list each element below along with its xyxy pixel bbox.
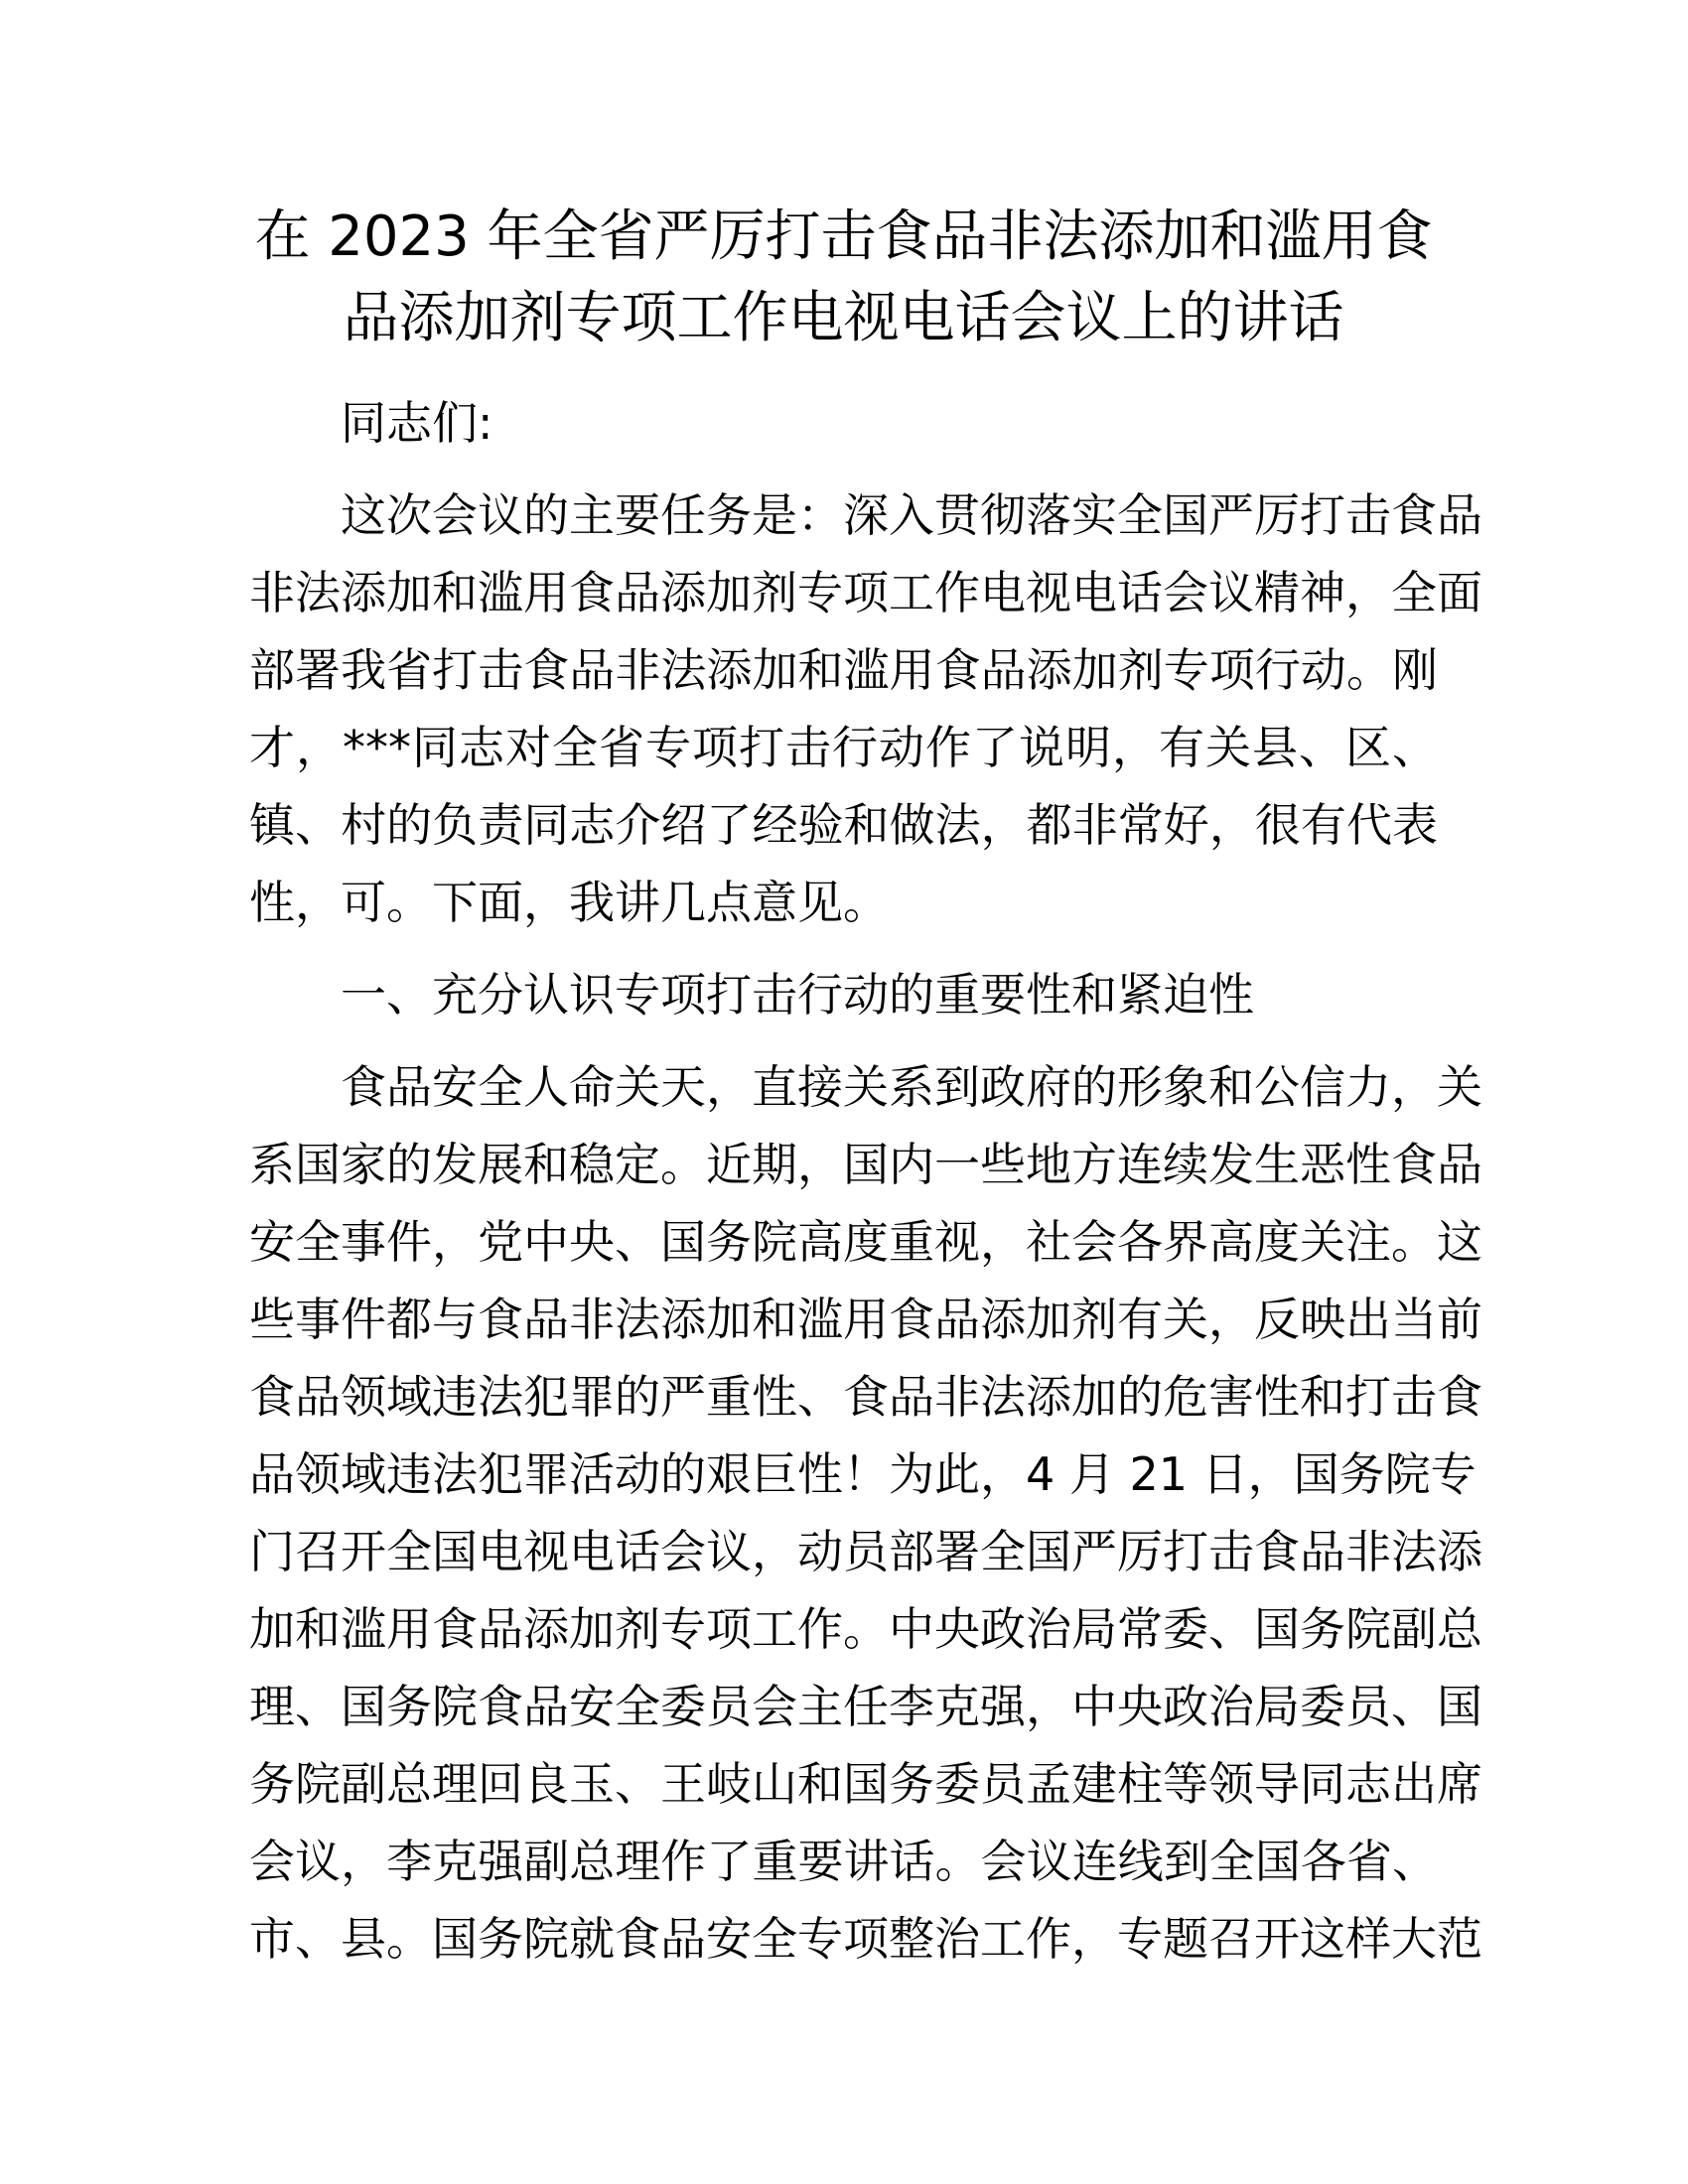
salutation [249,384,1438,462]
paragraph-line: 系国家的发展和稳定。近期，国内一些地方连续发生恶性食品 [249,1138,1482,1191]
paragraph-line: 会议，李克强副总理作了重要讲话。会议连线到全国各省、 [249,1835,1438,1888]
paragraph-line: 理、国务院食品安全委员会主任李克强，中央政治局委员、国 [249,1680,1482,1733]
section-heading-1 [249,956,1438,1033]
paragraph-line: 些事件都与食品非法添加和滥用食品添加剂有关，反映出当前 [249,1293,1482,1346]
salutation-text: 同志们: [341,396,493,450]
section-heading-text: 一、充分认识专项打击行动的重要性和紧迫性 [341,968,1254,1022]
paragraph-line: 安全事件，党中央、国务院高度重视，社会各界高度关注。这 [249,1215,1482,1269]
paragraph-line: 门召开全国电视电话会议，动员部署全国严厉打击食品非法添 [249,1525,1482,1578]
paragraph-line: 食品领域违法犯罪的严重性、食品非法添加的危害性和打击食 [249,1370,1482,1424]
document-title [249,197,1438,359]
title-line: 品添加剂专项工作电视电话会议上的讲话 [343,286,1344,350]
paragraph-intro [249,477,1482,941]
paragraph-line: 品领域违法犯罪活动的艰巨性！为此，4 月 21 日，国务院专 [249,1447,1477,1501]
paragraph-line: 性，可。下面，我讲几点意见。 [249,876,889,929]
paragraph-line: 这次会议的主要任务是：深入贯彻落实全国严厉打击食品 [341,488,1482,542]
paragraph-line: 加和滥用食品添加剂专项工作。中央政治局常委、国务院副总 [249,1602,1482,1656]
paragraph-line: 务院副总理回良玉、王岐山和国务委员孟建柱等领导同志出席 [249,1757,1482,1811]
paragraph-line: 市、县。国务院就食品安全专项整治工作，专题召开这样大范 [249,1912,1482,1966]
paragraph-line: 镇、村的负责同志介绍了经验和做法，都非常好，很有代表 [249,798,1438,852]
paragraph-line: 食品安全人命关天，直接关系到政府的形象和公信力，关 [341,1060,1482,1114]
paragraph-line: 才，***同志对全省专项打击行动作了说明，有关县、区、 [249,721,1438,774]
paragraph-food-safety [249,1048,1482,1978]
document-body [249,384,1482,1992]
paragraph-line: 部署我省打击食品非法添加和滥用食品添加剂专项行动。刚 [249,643,1438,697]
paragraph-line: 非法添加和滥用食品添加剂专项工作电视电话会议精神，全面 [249,566,1482,619]
title-line: 在 2023 年全省严厉打击食品非法添加和滥用食 [254,205,1433,269]
